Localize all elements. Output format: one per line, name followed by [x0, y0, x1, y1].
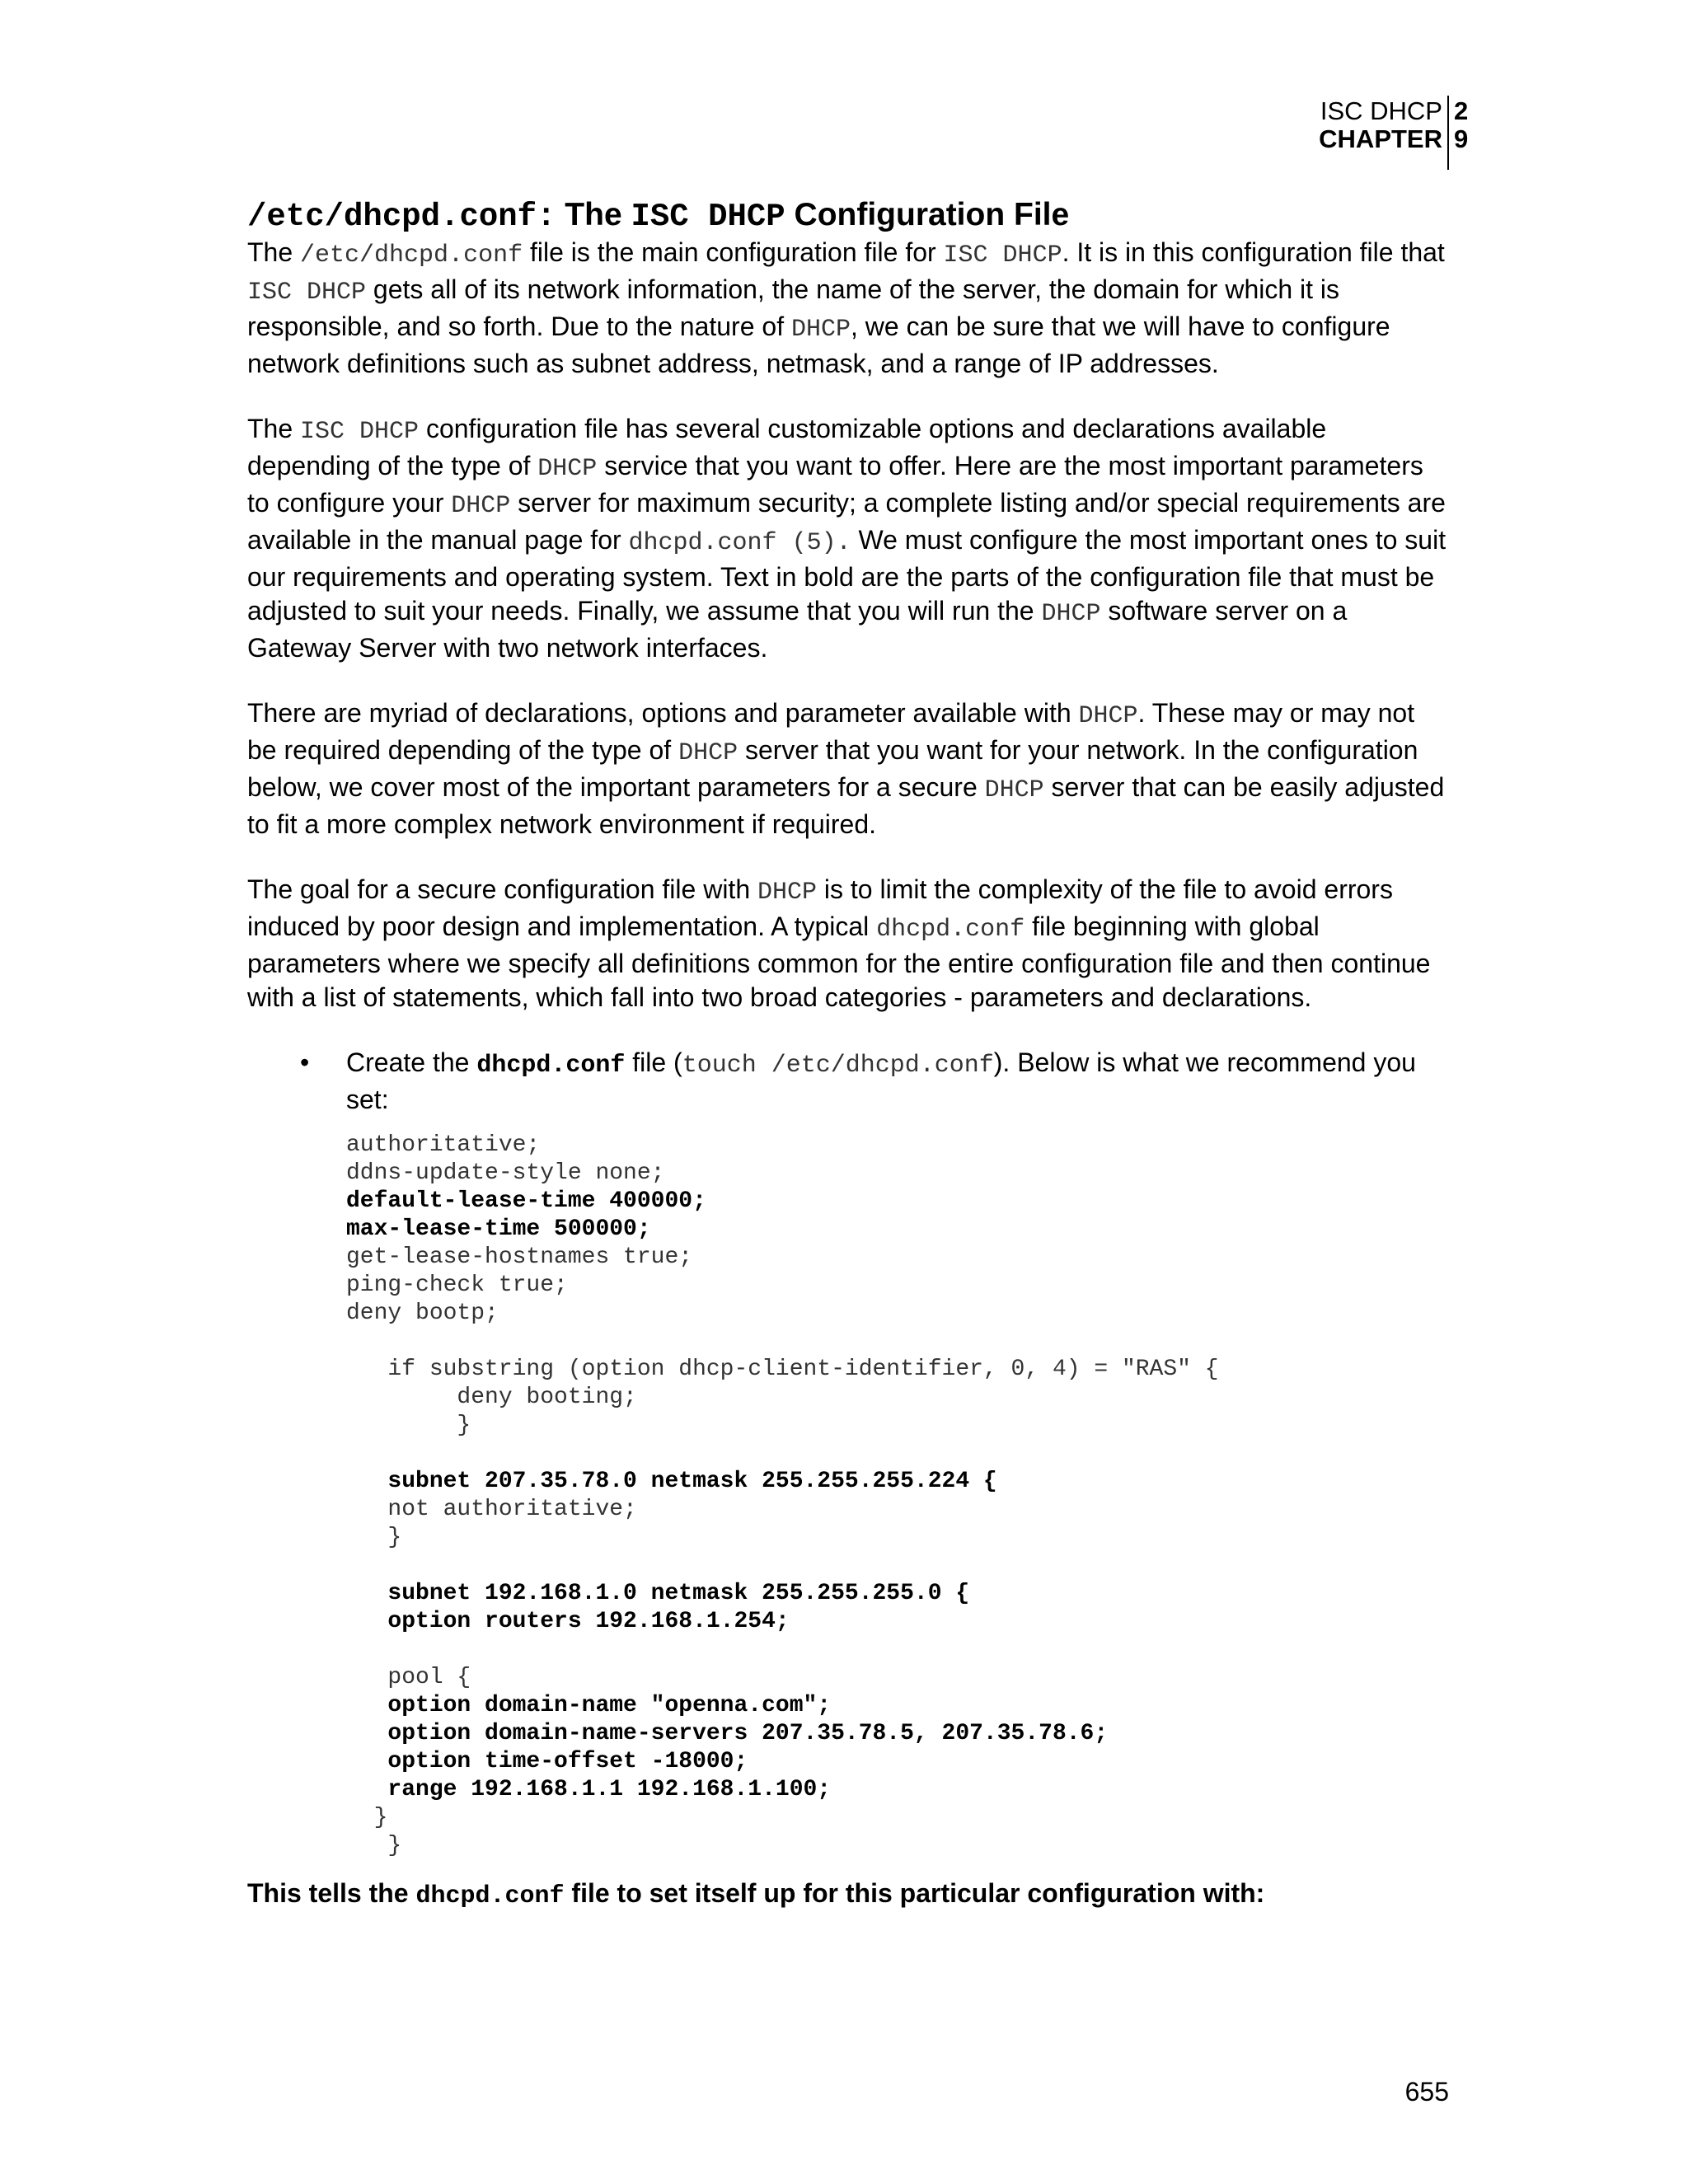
inline-code: DHCP: [451, 492, 511, 520]
code-line: [346, 1552, 1451, 1580]
text: file is the main configuration file for: [523, 237, 944, 267]
running-header: [1319, 96, 1469, 153]
text: server that can be easily adjusted to fit a more complex network environment if required.: [247, 772, 1445, 839]
section-title-text-2: Configuration File: [785, 197, 1070, 232]
text: software server on a Gateway Server with two network interfaces.: [247, 596, 1348, 663]
text: service that you want to offer. Here are the most important parameters to configure your: [247, 451, 1423, 518]
code-line: range 192.168.1.1 192.168.1.100;: [346, 1777, 832, 1802]
text: ). Below is what we recommend you set:: [346, 1047, 1416, 1114]
code-line: option domain-name-servers 207.35.78.5, 207.35.78.6;: [346, 1721, 1109, 1746]
paragraph-4: [247, 873, 1451, 1015]
section-title-text-1: The: [556, 197, 631, 232]
header-line-2: [1319, 124, 1469, 153]
code-line: option time-offset -18000;: [346, 1749, 748, 1774]
text: file to set itself up for this particular configuration with:: [564, 1878, 1265, 1908]
inline-code: ISC DHCP: [300, 418, 420, 446]
closing-statement: [247, 1877, 1451, 1914]
section-title: [247, 196, 1451, 236]
code-line: not authoritative;: [346, 1497, 637, 1522]
code-line: [346, 1636, 1451, 1664]
header-title: ISC DHCP: [1320, 96, 1442, 125]
text: file beginning with global parameters where we specify all definitions common for the entire configuration file and then continue with a list of statements, which fall into two broad categories - parameters and declarations.: [247, 912, 1431, 1012]
inline-code: dhcpd.conf: [415, 1882, 565, 1910]
code-line: [346, 1328, 1451, 1356]
inline-code: DHCP: [1041, 600, 1101, 628]
text: is to limit the complexity of the file to avoid errors induced by poor design and implementation. A typical: [247, 874, 1393, 941]
inline-code: touch /etc/dhcpd.conf: [682, 1052, 994, 1080]
text: . It is in this configuration file that: [1062, 237, 1445, 267]
section-title-path: /etc/dhcpd.conf:: [247, 199, 556, 235]
text: server for maximum security; a complete listing and/or special requirements are available in the manual page for: [247, 488, 1446, 555]
code-line: authoritative;: [346, 1132, 541, 1158]
code-line: }: [346, 1525, 402, 1550]
text: There are myriad of declarations, options and parameter available with: [247, 698, 1079, 728]
text: . These may or may not be required depending of the type of: [247, 698, 1415, 765]
code-line: ping-check true;: [346, 1272, 568, 1298]
inline-code-bold: dhcpd.conf: [476, 1052, 626, 1080]
paragraph-1: [247, 236, 1451, 381]
code-line: deny booting;: [346, 1385, 637, 1410]
inline-code: /etc/dhcpd.conf: [300, 241, 523, 269]
page-content: [247, 196, 1451, 1914]
text: The goal for a secure configuration file with: [247, 874, 757, 904]
code-line: max-lease-time 500000;: [346, 1216, 651, 1242]
header-divider: [1447, 96, 1449, 170]
text: configuration file has several customizable options and declarations available depending of the type of: [247, 414, 1327, 480]
page-number: 655: [1404, 2077, 1449, 2107]
code-line: subnet 192.168.1.0 netmask 255.255.255.0 {: [346, 1581, 970, 1606]
code-line: default-lease-time 400000;: [346, 1188, 706, 1214]
code-line: deny bootp;: [346, 1301, 499, 1326]
text: The: [247, 237, 301, 267]
text: The: [247, 414, 301, 443]
text: , we can be sure that we will have to configure network definitions such as subnet address, netmask, and a range of IP addresses.: [247, 312, 1390, 378]
inline-code: DHCP: [757, 879, 818, 907]
header-chapter-digit-2: 9: [1454, 124, 1469, 153]
code-line: }: [346, 1805, 388, 1830]
config-code-block: [346, 1132, 1451, 1860]
text: Create the: [346, 1047, 477, 1077]
instruction-list: [247, 1046, 1451, 1117]
code-line: [346, 1440, 1451, 1468]
inline-code: DHCP: [984, 776, 1044, 804]
inline-code: ISC DHCP: [247, 279, 367, 307]
text: This tells the: [247, 1878, 416, 1908]
inline-code: dhcpd.conf: [876, 916, 1025, 944]
text: server that you want for your network. In the configuration below, we cover most of the important parameters for a secure: [247, 735, 1418, 802]
inline-code: DHCP: [1078, 702, 1138, 730]
header-line-1: [1319, 96, 1469, 125]
code-line: ddns-update-style none;: [346, 1160, 665, 1186]
code-line: subnet 207.35.78.0 netmask 255.255.255.224 {: [346, 1469, 997, 1494]
inline-code: DHCP: [537, 455, 598, 483]
code-line: get-lease-hostnames true;: [346, 1244, 693, 1270]
section-title-code: ISC DHCP: [631, 199, 785, 235]
inline-code: DHCP: [790, 316, 851, 344]
header-chapter-label: CHAPTER: [1319, 124, 1442, 153]
text: We must configure the most important ones to suit our requirements and operating system. Text in bold are the parts of the configuration file that must be adjusted to suit your needs. Finally, we assume that you will run the: [247, 525, 1447, 626]
code-line: pool {: [346, 1665, 471, 1690]
code-line: option routers 192.168.1.254;: [346, 1609, 790, 1634]
inline-code: ISC DHCP: [943, 241, 1062, 269]
text: gets all of its network information, the name of the server, the domain for which it is responsible, and so forth. Due to the nature of: [247, 274, 1340, 341]
paragraph-3: [247, 696, 1451, 841]
inline-code: dhcpd.conf (5).: [628, 529, 851, 557]
inline-code: DHCP: [678, 739, 738, 767]
paragraph-2: [247, 412, 1451, 665]
code-line: }: [346, 1413, 471, 1438]
text: file (: [625, 1047, 682, 1077]
code-line: if substring (option dhcp-client-identifier, 0, 4) = "RAS" {: [346, 1357, 1219, 1382]
list-item: [346, 1046, 1451, 1117]
code-line: option domain-name "openna.com";: [346, 1693, 832, 1718]
code-line: }: [346, 1833, 402, 1858]
header-chapter-digit-1: 2: [1454, 96, 1469, 125]
